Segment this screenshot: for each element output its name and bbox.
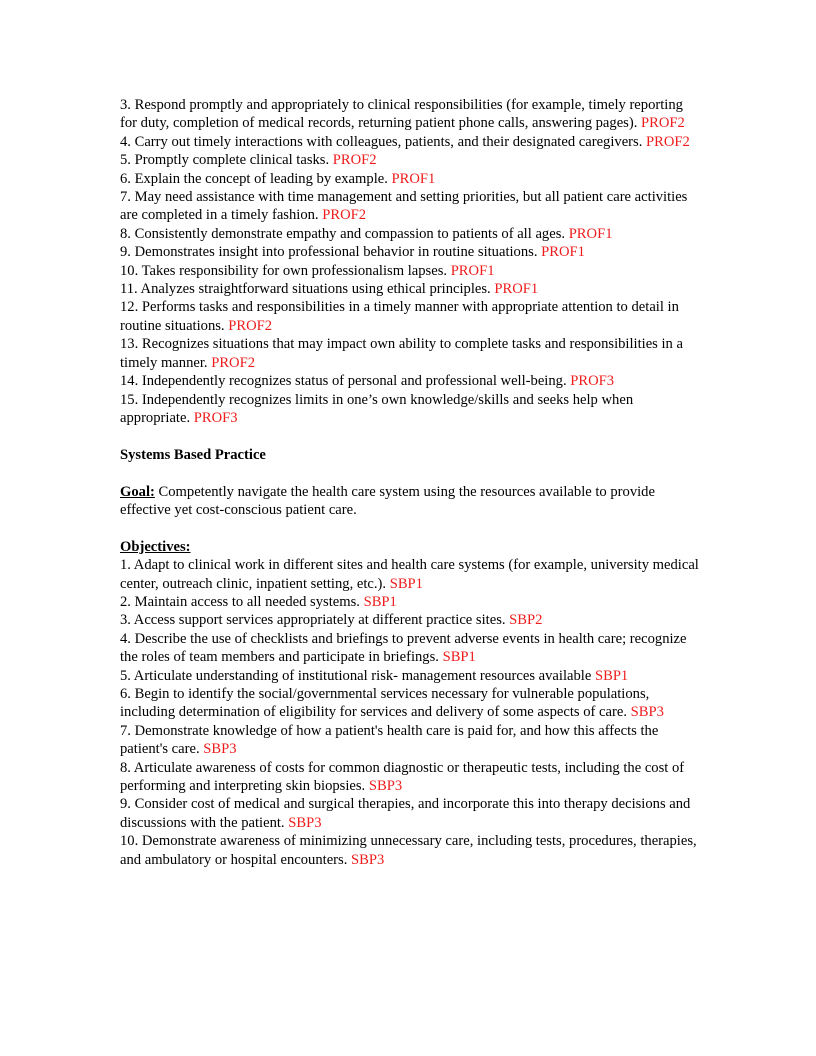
objective-item <box>120 335 700 372</box>
objective-item <box>120 685 700 722</box>
objective-item <box>120 133 700 151</box>
objective-text: 10. Demonstrate awareness of minimizing unnecessary care, including tests, procedures, therapies, and ambulatory or hospital encounters. <box>120 833 697 868</box>
objective-item <box>120 391 700 428</box>
objective-text: 6. Begin to identify the social/governmental services necessary for vulnerable populations, including determination of eligibility for services and delivery of some aspects of care. <box>120 685 650 721</box>
competency-code: SBP1 <box>363 593 397 610</box>
objective-text: 9. Consider cost of medical and surgical therapies, and incorporate this into therapy decisions and discussions with the patient. <box>120 796 691 831</box>
competency-code: PROF1 <box>450 262 495 279</box>
sbp-objectives-list <box>120 556 700 869</box>
competency-code: SBP2 <box>509 612 543 629</box>
professionalism-objectives-list <box>120 96 700 427</box>
competency-code: PROF2 <box>211 354 256 371</box>
objective-item <box>120 151 700 169</box>
competency-code: SBP1 <box>594 667 629 684</box>
objective-text: 1. Adapt to clinical work in different sites and health care systems (for example, university medical center, outreach clinic, inpatient setting, etc.). <box>120 557 699 592</box>
competency-code: SBP3 <box>630 704 664 721</box>
objectives-heading: Objectives: <box>120 538 191 555</box>
objective-text: 8. Articulate awareness of costs for common diagnostic or therapeutic tests, including the cost of performing and interpreting skin biopsies. <box>120 759 685 794</box>
objective-item <box>120 372 700 390</box>
goal-label: Goal: <box>120 483 155 500</box>
competency-code: SBP3 <box>351 851 385 868</box>
objective-text: 3. Respond promptly and appropriately to clinical responsibilities (for example, timely reporting for duty, completion of medical records, returning patient phone calls, answering pages). <box>120 97 683 132</box>
objective-text: 11. Analyzes straightforward situations using ethical principles. <box>120 281 495 298</box>
objective-item <box>120 722 700 759</box>
objective-text: 2. Maintain access to all needed systems. <box>120 593 364 610</box>
objective-text: 7. Demonstrate knowledge of how a patient's health care is paid for, and how this affects the patient's care. <box>120 722 659 758</box>
competency-code: SBP1 <box>442 649 476 666</box>
objective-text: 9. Demonstrates insight into professional behavior in routine situations. <box>120 244 542 261</box>
competency-code: PROF2 <box>646 133 690 150</box>
goal-text: Competently navigate the health care system using the resources available to provide effective yet cost-conscious patient care. <box>120 483 655 518</box>
objective-item <box>120 630 700 667</box>
objective-text: 10. Takes responsibility for own professionalism lapses. <box>120 262 451 279</box>
objective-item <box>120 759 700 796</box>
goal-paragraph <box>120 483 700 520</box>
objective-item <box>120 298 700 335</box>
objective-item <box>120 593 700 611</box>
objective-item <box>120 795 700 832</box>
competency-code: SBP3 <box>368 777 403 794</box>
document-page <box>120 96 700 869</box>
objective-text: 14. Independently recognizes status of personal and professional well-being. <box>120 373 571 390</box>
section-heading: Systems Based Practice <box>120 446 266 463</box>
objective-item <box>120 225 700 243</box>
competency-code: SBP3 <box>288 814 322 831</box>
objective-text: 5. Promptly complete clinical tasks. <box>120 152 333 169</box>
objective-item <box>120 243 700 261</box>
competency-code: PROF1 <box>391 170 436 187</box>
objective-item <box>120 262 700 280</box>
objective-text: 4. Describe the use of checklists and briefings to prevent adverse events in health care; recognize the roles of team members and participate in briefings. <box>120 630 687 666</box>
objective-item <box>120 556 700 593</box>
competency-code: PROF1 <box>494 281 539 298</box>
objective-text: 13. Recognizes situations that may impact own ability to complete tasks and responsibilities in a timely manner. <box>120 336 683 371</box>
objective-text: 12. Performs tasks and responsibilities in a timely manner with appropriate attention to detail in routine situations. <box>120 299 679 334</box>
competency-code: PROF1 <box>568 225 613 242</box>
competency-code: PROF2 <box>228 317 273 334</box>
competency-code: PROF3 <box>570 373 615 390</box>
competency-code: PROF2 <box>332 152 377 169</box>
objective-item <box>120 96 700 133</box>
competency-code: SBP1 <box>389 575 423 592</box>
competency-code: PROF2 <box>641 115 685 132</box>
competency-code: PROF3 <box>193 409 238 426</box>
competency-code: PROF2 <box>322 207 367 224</box>
objective-item <box>120 170 700 188</box>
objective-text: 4. Carry out timely interactions with colleagues, patients, and their designated caregivers. <box>120 133 647 150</box>
competency-code: PROF1 <box>541 244 585 261</box>
competency-code: SBP3 <box>203 741 237 758</box>
objective-text: 8. Consistently demonstrate empathy and compassion to patients of all ages. <box>120 225 569 242</box>
objective-text: 15. Independently recognizes limits in one’s own knowledge/skills and seeks help when appropriate. <box>120 391 634 426</box>
objective-item <box>120 667 700 685</box>
objective-text: 5. Articulate understanding of institutional risk- management resources available <box>120 667 595 684</box>
objective-item <box>120 280 700 298</box>
objective-text: 7. May need assistance with time management and setting priorities, but all patient care activities are completed in a timely fashion. <box>120 189 688 224</box>
objective-item <box>120 188 700 225</box>
objective-text: 3. Access support services appropriately at different practice sites. <box>120 612 510 629</box>
objective-text: 6. Explain the concept of leading by example. <box>120 170 392 187</box>
objective-item <box>120 611 700 629</box>
objective-item <box>120 832 700 869</box>
